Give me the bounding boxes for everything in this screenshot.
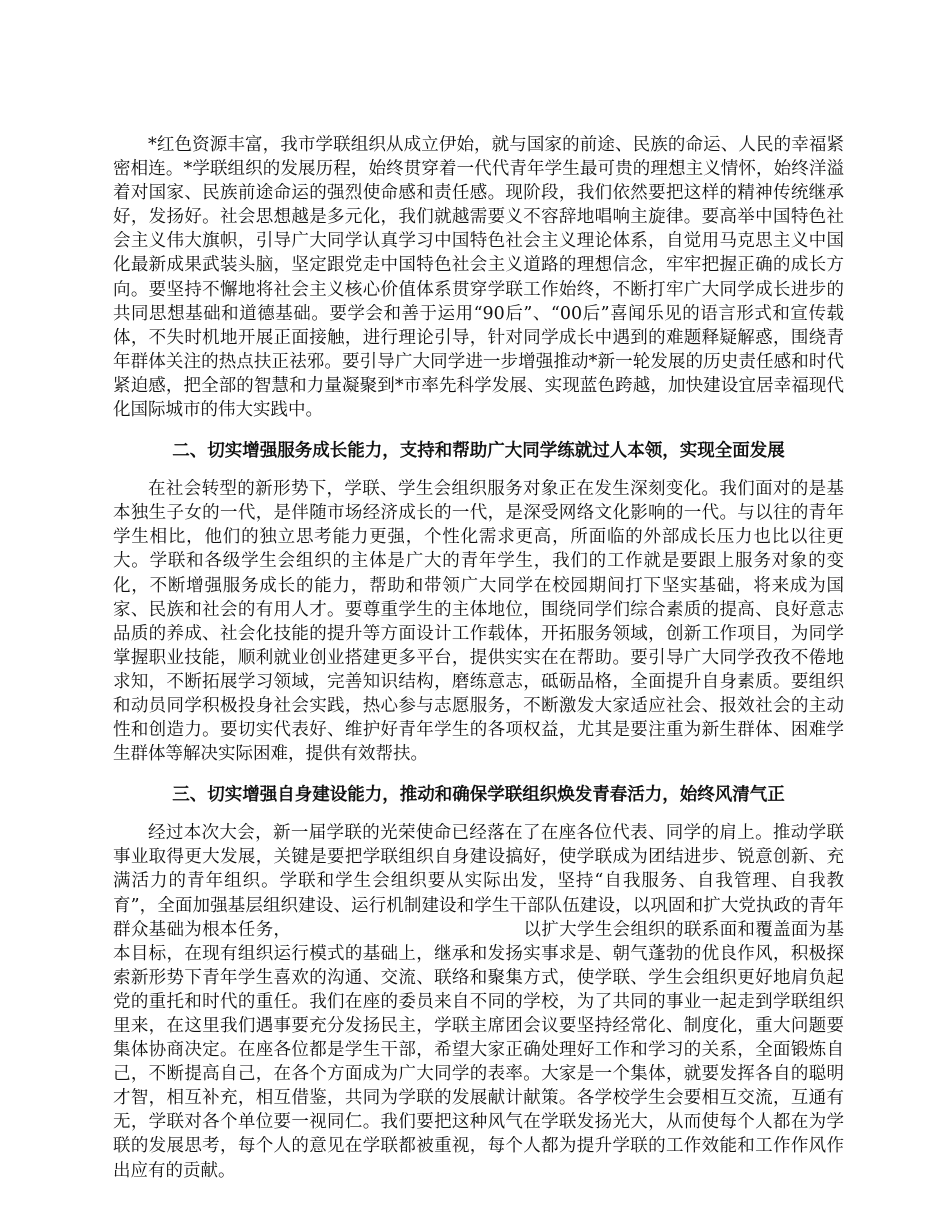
paragraph-self-building-part1: 经过本次大会，新一届学联的光荣使命已经落在了在座各位代表、同学的肩上。推动学联事业取得更大发展，关键是要把学联组织自身建设搞好，使学联成为团结进步、锐意创新、充满活力的青年组织。学联和学生会组织要从实际出发，坚持“自我服务、自我管理、自我教育”，全面加强基层组织建设、运行机制建设和学生干部队伍建设，以巩固和扩大党执政的青年群众基础为根本任务， [113,823,844,940]
paragraph-self-building [113,821,844,1182]
paragraph-service-growth: 在社会转型的新形势下，学联、学生会组织服务对象正在发生深刻变化。我们面对的是基本独生子女的一代，是伴随市场经济成长的一代，是深受网络文化影响的一代。与以往的青年学生相比，他们的独立思考能力更强，个性化需求更高，所面临的外部成长压力也比以往更大。学联和各级学生会组织的主体是广大的青年学生，我们的工作就是要跟上服务对象的变化，不断增强服务成长的能力，帮助和带领广大同学在校园期间打下坚实基础，将来成为国家、民族和社会的有用人才。要尊重学生的主体地位，围绕同学们综合素质的提高、良好意志品质的养成、社会化技能的提升等方面设计工作载体，开拓服务领域，创新工作项目，为同学掌握职业技能，顺利就业创业搭建更多平台，提供实实在在帮助。要引导广大同学孜孜不倦地求知，不断拓展学习领域，完善知识结构，磨练意志，砥砺品格，全面提升自身素质。要组织和动员同学积极投身社会实践，热心参与志愿服务，不断激发大家适应社会、报效社会的主动性和创造力。要切实代表好、维护好青年学生的各项权益，尤其是要注重为新生群体、困难学生群体等解决实际困难，提供有效帮扶。 [113,479,844,765]
section-heading-service-growth: 二、切实增强服务成长能力，支持和帮助广大同学练就过人本领，实现全面发展 [172,441,785,462]
section-heading-self-building: 三、切实增强自身建设能力，推动和确保学联组织焕发青春活力，始终风清气正 [172,785,785,806]
paragraph-red-resources: *红色资源丰富，我市学联组织从成立伊始，就与国家的前途、民族的命运、人民的幸福紧密相连。*学联组织的发展历程，始终贯穿着一代代青年学生最可贵的理想主义情怀，始终洋溢着对国家、民族前途命运的强烈使命感和责任感。现阶段，我们依然要把这样的精神传统继承好，发扬好。社会思想越是多元化，我们就越需要义不容辞地唱响主旋律。要高举中国特色社会主义伟大旗帜，引导广大同学认真学习中国特色社会主义理论体系，自觉用马克思主义中国化最新成果武装头脑，坚定跟党走中国特色社会主义道路的理想信念，牢牢把握正确的成长方向。要坚持不懈地将社会主义核心价值体系贯穿学联工作始终，不断打牢广大同学成长进步的共同思想基础和道德基础。要学会和善于运用“90后”、“00后”喜闻乐见的语言形式和宣传载体，不失时机地开展正面接触，进行理论引导，针对同学成长中遇到的难题释疑解惑，围绕青年群体关注的热点扶正祛邪。要引导广大同学进一步增强推动*新一轮发展的历史责任感和时代紧迫感，把全部的智慧和力量凝聚到*市率先科学发展、实现蓝色跨越，加快建设宜居幸福现代化国际城市的伟大实践中。 [113,135,844,421]
paragraph-self-building-part2: 以扩大学生会组织的联系面和覆盖面为基本目标，在现有组织运行模式的基础上，继承和发扬实事求是、朝气蓬勃的优良作风，积极探索新形势下青年学生喜欢的沟通、交流、联络和聚集方式，使学联、学生会组织更好地肩负起党的重托和时代的重任。我们在座的委员来自不同的学校，为了共同的事业一起走到学联组织里来，在这里我们遇事要充分发扬民主，学联主席团会议要坚持经常化、制度化，重大问题要集体协商决定。在座各位都是学生干部，希望大家正确处理好工作和学习的关系，全面锻炼自己，不断提高自己，在各个方面成为广大同学的表率。大家是一个集体，就要发挥各自的聪明才智，相互补充，相互借鉴，共同为学联的发展献计献策。各学校学生会要相互交流，互通有无，学联对各个单位要一视同仁。我们要把这种风气在学联发扬光大，从而使每个人都在为学联的发展思考，每个人的意见在学联都被重视，每个人都为提升学联的工作效能和工作作风作出应有的贡献。 [113,919,845,1181]
document-page [113,133,844,1183]
